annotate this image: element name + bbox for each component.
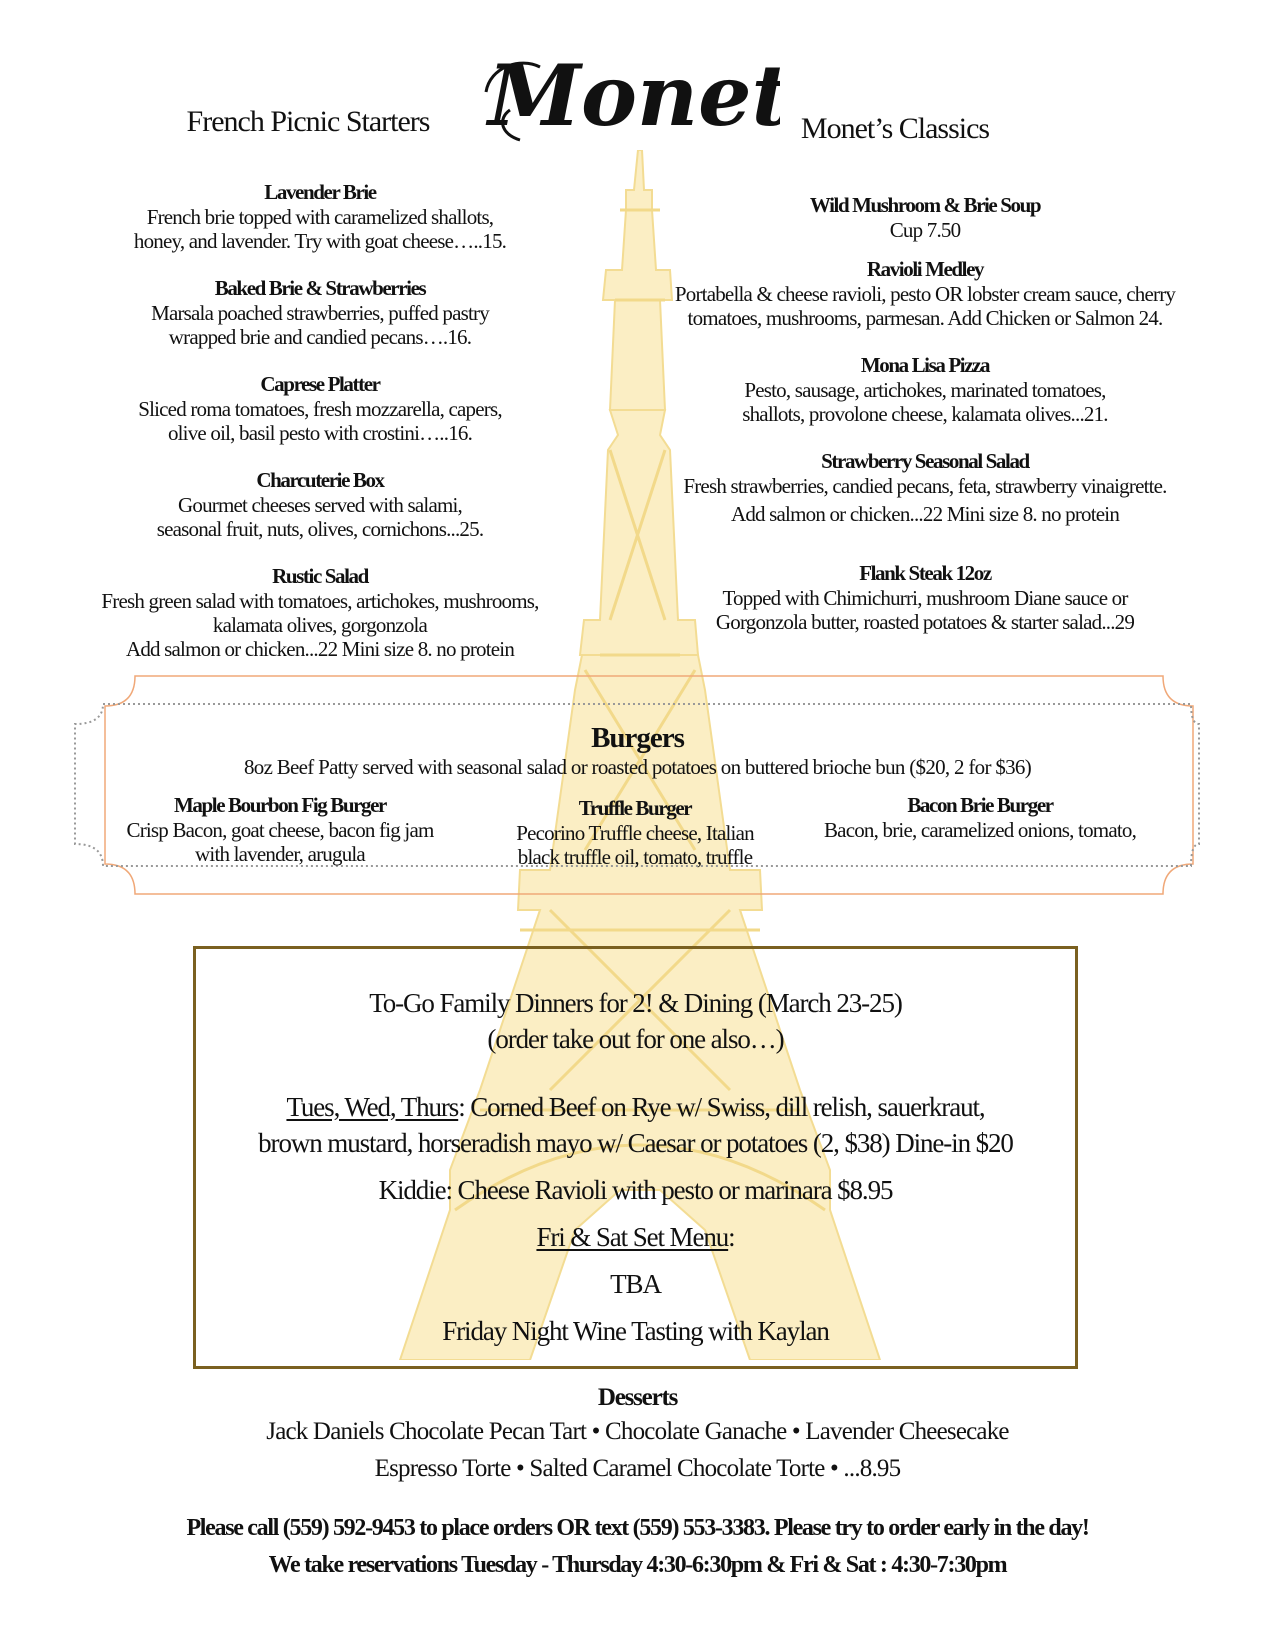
item-desc: French brie topped with caramelized shallots, bbox=[146, 205, 494, 229]
item-desc: Crisp Bacon, goat cheese, bacon fig jam bbox=[126, 818, 434, 842]
menu-item bbox=[60, 372, 580, 468]
item-desc: Marsala poached strawberries, puffed pastry bbox=[151, 301, 489, 325]
item-name: Charcuterie Box bbox=[256, 468, 384, 492]
item-desc: Gorgonzola butter, roasted potatoes & starter salad...29 bbox=[715, 610, 1135, 634]
footer bbox=[0, 1510, 1275, 1584]
item-desc: Portabella & cheese ravioli, pesto OR lobster cream sauce, cherry bbox=[674, 282, 1176, 306]
weekday-label: Tues, Wed, Thurs bbox=[286, 1092, 459, 1122]
weekday-text: : Corned Beef on Rye w/ Swiss, dill relish, sauerkraut, bbox=[458, 1092, 985, 1122]
item-desc: Fresh green salad with tomatoes, artichokes, mushrooms, bbox=[101, 589, 539, 613]
burgers-subtitle: 8oz Beef Patty served with seasonal salad or roasted potatoes on buttered brioche bun ($20, 2 for $36) bbox=[243, 755, 1032, 779]
starters-title: French Picnic Starters bbox=[186, 105, 430, 138]
item-name: Bacon Brie Burger bbox=[907, 793, 1053, 817]
item-name: Flank Steak 12oz bbox=[859, 561, 991, 585]
item-desc: black truffle oil, tomato, truffle bbox=[517, 845, 753, 869]
item-desc: wrapped brie and candied pecans….16. bbox=[168, 325, 472, 349]
item-name: Wild Mushroom & Brie Soup bbox=[809, 193, 1041, 217]
menu-item bbox=[620, 353, 1230, 449]
menu-item bbox=[60, 276, 580, 372]
item-desc: kalamata olives, gorgonzola bbox=[212, 613, 428, 637]
item-name: Lavender Brie bbox=[264, 180, 376, 204]
togo-dinners-box bbox=[193, 946, 1078, 1369]
item-desc: tomatoes, mushrooms, parmesan. Add Chicken or Salmon 24. bbox=[687, 306, 1163, 330]
togo-wine: Friday Night Wine Tasting with Kaylan bbox=[442, 1316, 829, 1346]
desserts-title: Desserts bbox=[597, 1384, 678, 1411]
burger-item bbox=[790, 793, 1170, 842]
item-desc: olive oil, basil pesto with crostini…..16. bbox=[167, 421, 473, 445]
item-name: Rustic Salad bbox=[272, 564, 368, 588]
item-desc: Bacon, brie, caramelized onions, tomato, bbox=[823, 818, 1137, 842]
item-name: Strawberry Seasonal Salad bbox=[821, 449, 1029, 473]
menu-item bbox=[60, 468, 580, 564]
classics-title: Monet’s Classics bbox=[800, 112, 990, 145]
item-desc: honey, and lavender. Try with goat cheese…..15. bbox=[133, 229, 507, 253]
footer-contact: Please call (559) 592-9453 to place orders OR text (559) 553-3383. Please try to order early in the day! bbox=[186, 1515, 1089, 1541]
menu-item bbox=[60, 180, 580, 276]
menu-item bbox=[620, 257, 1230, 353]
menu-item bbox=[620, 449, 1230, 561]
togo-kiddie: Kiddie: Cheese Ravioli with pesto or marinara $8.95 bbox=[378, 1175, 893, 1205]
desserts-line: Espresso Torte • Salted Caramel Chocolate Torte • ...8.95 bbox=[374, 1455, 901, 1482]
item-name: Ravioli Medley bbox=[866, 257, 984, 281]
item-desc: Add salmon or chicken...22 Mini size 8. no protein bbox=[125, 637, 515, 661]
togo-heading: To-Go Family Dinners for 2! & Dining (March 23-25) bbox=[369, 988, 902, 1018]
menu-item bbox=[620, 561, 1230, 634]
logo-text: Mone bbox=[488, 46, 752, 145]
togo-weekday-line-2: brown mustard, horseradish mayo w/ Caesar or potatoes (2, $38) Dine-in $20 bbox=[258, 1128, 1013, 1158]
menu-item bbox=[60, 564, 580, 661]
item-desc: Sliced roma tomatoes, fresh mozzarella, capers, bbox=[138, 397, 502, 421]
item-name: Caprese Platter bbox=[260, 372, 380, 396]
togo-tba: TBA bbox=[610, 1269, 661, 1299]
weekend-colon: : bbox=[728, 1222, 735, 1252]
item-desc: seasonal fruit, nuts, olives, cornichons...25. bbox=[156, 517, 484, 541]
starters-list bbox=[60, 180, 580, 661]
item-desc: with lavender, arugula bbox=[195, 842, 365, 866]
desserts-line: Jack Daniels Chocolate Pecan Tart • Chocolate Ganache • Lavender Cheesecake bbox=[266, 1418, 1009, 1445]
item-desc: Pesto, sausage, artichokes, marinated tomatoes, bbox=[744, 378, 1106, 402]
burgers-title: Burgers bbox=[591, 722, 684, 754]
weekend-label: Fri & Sat Set Menu bbox=[536, 1222, 729, 1252]
togo-subheading: (order take out for one also…) bbox=[487, 1024, 784, 1054]
item-desc: Pecorino Truffle cheese, Italian bbox=[516, 821, 754, 845]
item-name: Baked Brie & Strawberries bbox=[214, 276, 426, 300]
item-desc: Topped with Chimichurri, mushroom Diane sauce or bbox=[722, 586, 1128, 610]
item-desc: Gourmet cheeses served with salami, bbox=[178, 493, 462, 517]
togo-weekend-line bbox=[196, 1219, 1075, 1255]
togo-weekday-line bbox=[196, 1089, 1075, 1125]
footer-reservations: We take reservations Tuesday - Thursday 4:30-6:30pm & Fri & Sat : 4:30-7:30pm bbox=[268, 1552, 1007, 1578]
item-name: Maple Bourbon Fig Burger bbox=[174, 793, 386, 817]
item-desc: shallots, provolone cheese, kalamata olives...21. bbox=[742, 402, 1108, 426]
item-desc: Cup 7.50 bbox=[889, 218, 961, 242]
item-desc: Add salmon or chicken...22 Mini size 8. no protein bbox=[730, 502, 1120, 526]
burger-item bbox=[100, 793, 460, 866]
burger-item bbox=[490, 796, 780, 869]
desserts-section bbox=[0, 1383, 1275, 1487]
item-name: Mona Lisa Pizza bbox=[860, 353, 990, 377]
classics-list bbox=[620, 193, 1230, 634]
item-name: Truffle Burger bbox=[578, 796, 692, 820]
menu-item bbox=[620, 193, 1230, 257]
item-desc: Fresh strawberries, candied pecans, feta, strawberry vinaigrette. bbox=[683, 474, 1167, 498]
monets-logo bbox=[480, 22, 780, 152]
